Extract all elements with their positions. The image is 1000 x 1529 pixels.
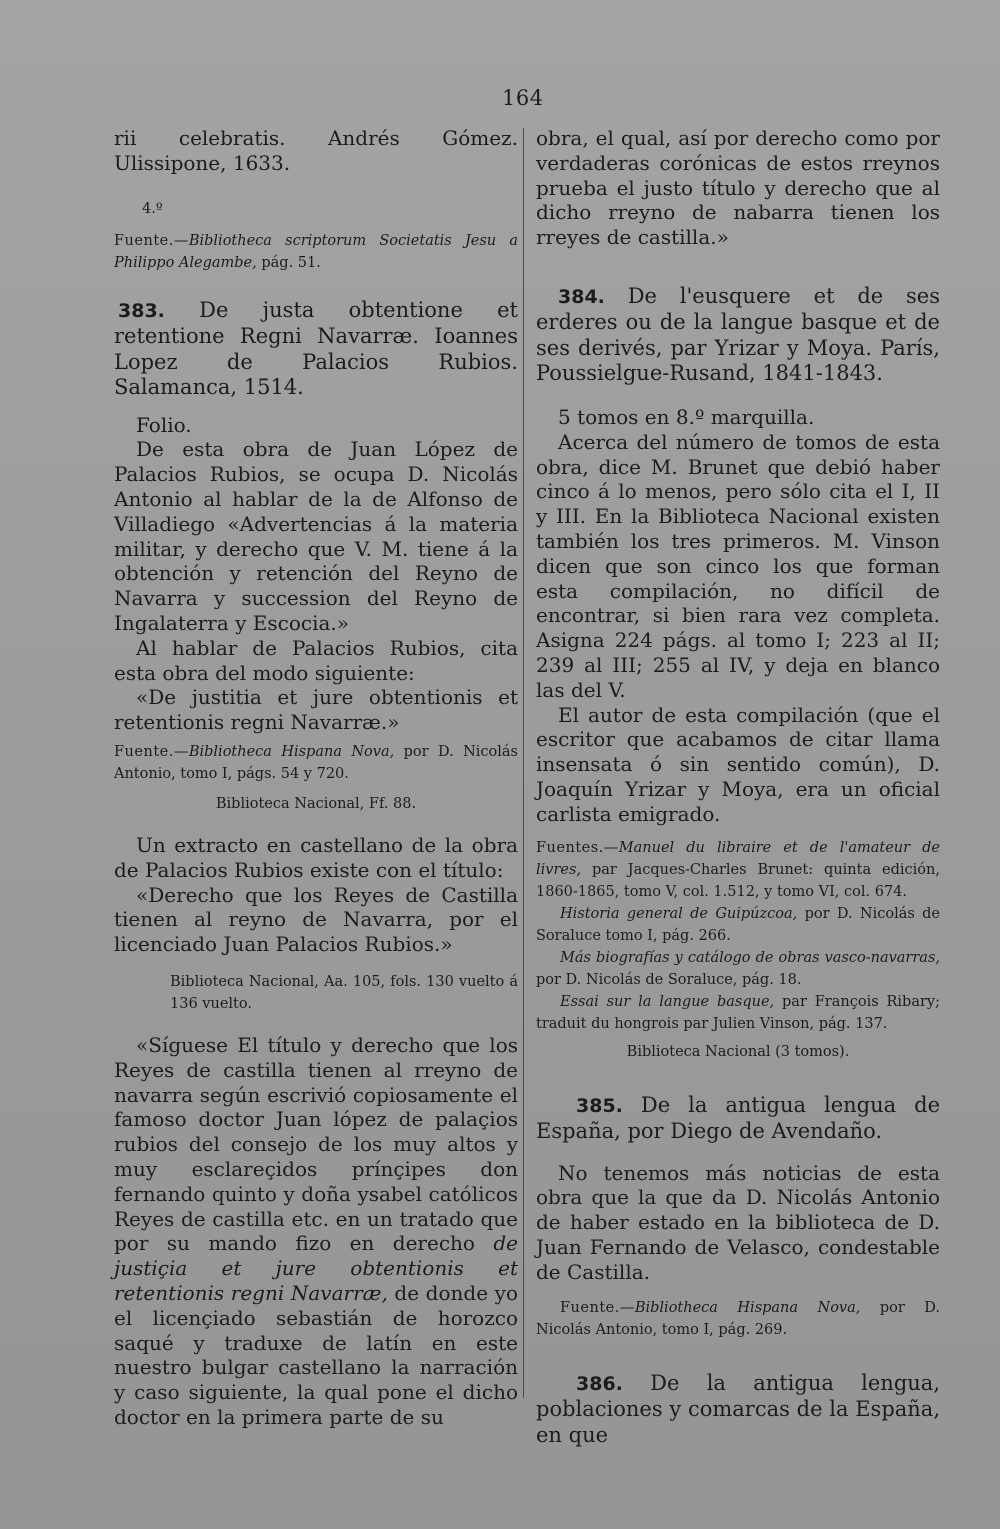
quotation-text: «Síguese El título y derecho que los Reyes de castilla tienen al rreyno de navarra según escrivió copiosamente el famoso doctor Juan lópez de palaçios rubios del consejo de los muy altos y muy esclareçidos prínçipes don fernando quinto y doña ysabel católicos Reyes de castilla etc. en un tratado que por su mando fizo en derecho: [114, 1032, 518, 1256]
entry-title: De la antigua lengua, poblaciones y comarcas de la España, en que: [536, 1370, 940, 1447]
source-label: Fuente.—: [114, 232, 189, 249]
paragraph: El autor de esta compilación (que el escritor que acabamos de citar llama insensata ó sin sentido común), D. Joaquín Yrizar y Moya, era un oficial carlista emigrado.: [536, 702, 940, 826]
source-note: [536, 1297, 940, 1341]
source-detail: par François Ribary; traduit du hongrois par Julien Vinson, pág. 137.: [536, 993, 940, 1032]
source-title: Bibliotheca Hispana Nova,: [188, 743, 395, 760]
entry-title: De la antigua lengua de España, por Diego de Avendaño.: [536, 1092, 940, 1144]
entry-384-heading: [536, 284, 940, 387]
source-detail: pág. 51.: [256, 254, 321, 271]
entry-title: De l'eusquere et de ses erderes ou de la langue basque et de ses derivés, par Yrizar y Moya. París, Poussielgue-Rusand, 1841-1843.: [536, 283, 940, 386]
entry-385-heading: [536, 1093, 940, 1145]
source-detail: par Jacques-Charles Brunet: quinta edición, 1860-1865, tomo V, col. 1.512, y tomo VI, col. 674.: [536, 861, 940, 900]
quotation-text: de donde yo el licençiado sebastián de horozco saqué y traduxe de latín en este nuestro bulgar castellano la narración y caso siguiente, la qual pone el dicho doctor en la primera parte de su: [114, 1280, 519, 1429]
format-note: Folio.: [136, 412, 192, 437]
quotation: [114, 1033, 518, 1430]
source-detail: por D. Nicolás Antonio, tomo I, pág. 269.: [536, 1299, 940, 1338]
source-note: [536, 903, 940, 947]
library-reference: Biblioteca Nacional, Ff. 88.: [215, 795, 417, 812]
entry-number: 386.: [576, 1372, 623, 1395]
page-number: 164: [502, 86, 544, 110]
paragraph: De esta obra de Juan López de Palacios Rubios, se ocupa D. Nicolás Antonio al hablar de la de Alfonso de Villadiego «Advertencias á la materia militar, y derecho que V. M. tiene á la obtención y retención del Reyno de Navarra y succession del Reyno de Ingalaterra y Escocia.»: [114, 437, 518, 635]
source-label: Fuentes.—: [536, 839, 619, 856]
entry-number: 385.: [576, 1094, 623, 1117]
right-column: [536, 126, 940, 1448]
entry-title: De justa obtentione et retentione Regni Navarræ. Ioannes Lopez de Palacios Rubios. Salamanca, 1514.: [114, 297, 518, 400]
library-reference: Biblioteca Nacional (3 tomos).: [626, 1043, 850, 1060]
source-note: [536, 947, 940, 991]
paragraph: Al hablar de Palacios Rubios, cita esta obra del modo siguiente:: [114, 635, 518, 685]
source-title: Bibliotheca Hispana Nova,: [634, 1299, 861, 1316]
source-title: Más biografías y catálogo de obras vasco-navarras,: [560, 949, 940, 966]
paragraph: Acerca del número de tomos de esta obra, dice M. Brunet que debió haber cinco á lo menos, pero sólo cita el I, II y III. En la Biblioteca Nacional existen también los tres primeros. M. Vinson dicen que son cinco los que forman esta compilación, no difícil de encontrar, si bien rara vez completa. Asigna 224 págs. al tomo I; 223 al II; 239 al III; 255 al IV, y deja en blanco las del V.: [536, 429, 940, 702]
source-title: Historia general de Guipúzcoa,: [560, 905, 798, 922]
quotation: «De justitia et jure obtentionis et retentionis regni Navarræ.»: [114, 685, 518, 735]
source-note: [114, 230, 518, 274]
source-detail: por D. Nicolás de Soraluce tomo I, pág. 266.: [536, 905, 940, 944]
entry-number: 383.: [118, 299, 165, 322]
source-note: [114, 741, 518, 785]
format-note: 4.º: [142, 200, 163, 217]
entry-383-heading: [114, 298, 518, 401]
source-detail: por D. Nicolás Antonio, tomo I, págs. 54 y 720.: [114, 743, 518, 782]
quotation: «Derecho que los Reyes de Castilla tienen al reyno de Navarra, por el licenciado Juan Palacios Rubios.»: [114, 882, 518, 957]
quotation-continuation: obra, el qual, así por derecho como por verdaderas corónicas de estos rreynos prueba el justo título y derecho que al dicho rreyno de nabarra tienen los rreyes de castilla.»: [536, 126, 940, 250]
library-reference: Biblioteca Nacional, Aa. 105, fols. 130 vuelto á 136 vuelto.: [170, 973, 518, 1012]
source-title: Essai sur la langue basque,: [560, 993, 775, 1010]
left-column: [114, 126, 518, 1430]
source-title: Bibliotheca scriptorum Societatis Jesu a Philippo Alegambe,: [114, 232, 518, 271]
format-note: 5 tomos en 8.º marquilla.: [558, 404, 815, 429]
entry-386-heading: [536, 1371, 940, 1449]
source-detail: por D. Nicolás de Soraluce, pág. 18.: [536, 971, 802, 988]
entry-number: 384.: [558, 285, 605, 308]
source-note: [536, 837, 940, 903]
source-label: Fuente.—: [560, 1299, 635, 1316]
paragraph: Un extracto en castellano de la obra de Palacios Rubios existe con el título:: [114, 832, 518, 882]
quotation-latin-title: de justiçia et jure obtentionis et retentionis regni Navarræ,: [114, 1231, 518, 1305]
column-divider: [523, 128, 524, 1398]
paragraph: No tenemos más noticias de esta obra que la que da D. Nicolás Antonio de haber estado en la biblioteca de D. Juan Fernando de Velasco, condestable de Castilla.: [536, 1160, 940, 1284]
source-title: Manuel du libraire et de l'amateur de livres,: [536, 839, 940, 878]
source-note: [536, 991, 940, 1035]
source-label: Fuente.—: [114, 743, 189, 760]
entry-382-continuation: rii celebratis. Andrés Gómez. Ulissipone, 1633.: [114, 126, 518, 175]
